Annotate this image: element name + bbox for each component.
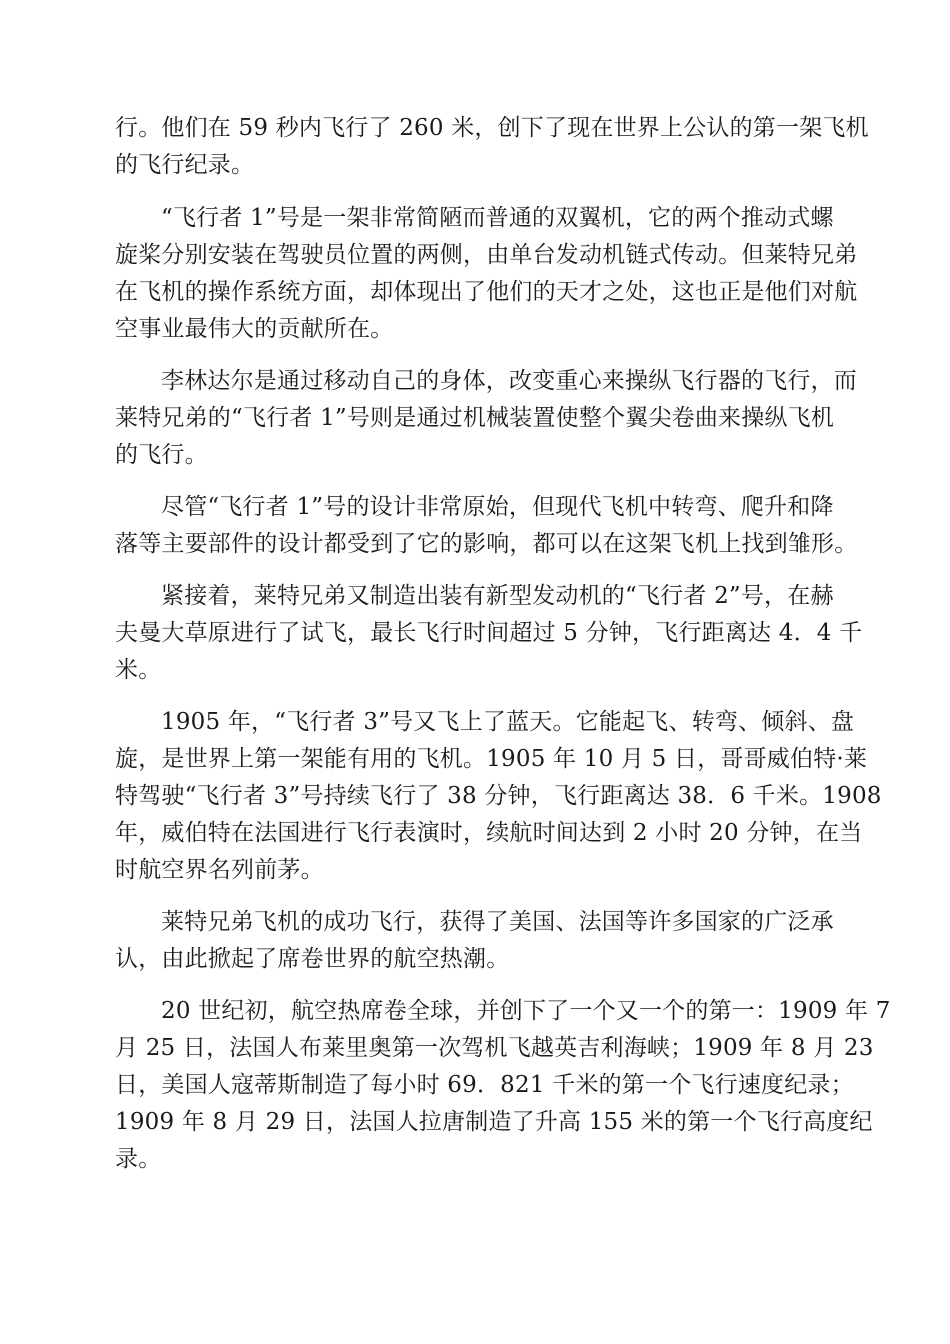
text-line: 空事业最伟大的贡献所在。 [115, 316, 394, 342]
text-line: 莱特兄弟飞机的成功飞行，获得了美国、法国等许多国家的广泛承 [161, 909, 834, 935]
text-line: 特驾驶“飞行者 3”号持续飞行了 38 分钟，飞行距离达 38．6 千米。1908 [115, 783, 882, 809]
text-line: 认，由此掀起了席卷世界的航空热潮。 [115, 946, 510, 972]
paragraph-6 [115, 704, 882, 889]
paragraph-8 [115, 993, 891, 1178]
text-line: 尽管“飞行者 1”号的设计非常原始，但现代飞机中转弯、爬升和降 [161, 494, 834, 520]
text-line: 米。 [115, 657, 162, 683]
text-line: “飞行者 1”号是一架非常简陋而普通的双翼机，它的两个推动式螺 [161, 205, 834, 231]
text-line: 20 世纪初，航空热席卷全球，并创下了一个又一个的第一：1909 年 7 [161, 998, 891, 1024]
text-line: 夫曼大草原进行了试飞，最长飞行时间超过 5 分钟，飞行距离达 4．4 千 [115, 620, 863, 646]
text-line: 旋，是世界上第一架能有用的飞机。1905 年 10 月 5 日，哥哥威伯特·莱 [115, 746, 868, 772]
text-line: 录。 [115, 1146, 162, 1172]
text-line: 1905 年，“飞行者 3”号又飞上了蓝天。它能起飞、转弯、倾斜、盘 [161, 709, 855, 735]
text-line: 旋桨分别安装在驾驶员位置的两侧，由单台发动机链式传动。但莱特兄弟 [115, 242, 858, 268]
text-line: 日，美国人寇蒂斯制造了每小时 69．821 千米的第一个飞行速度纪录； [115, 1072, 854, 1098]
text-line: 莱特兄弟的“飞行者 1”号则是通过机械装置使整个翼尖卷曲来操纵飞机 [115, 405, 835, 431]
text-line: 的飞行纪录。 [115, 152, 255, 178]
text-line: 时航空界名列前茅。 [115, 857, 324, 883]
text-line: 月 25 日，法国人布莱里奥第一次驾机飞越英吉利海峡；1909 年 8 月 23 [115, 1035, 874, 1061]
text-line: 紧接着，莱特兄弟又制造出装有新型发动机的“飞行者 2”号，在赫 [161, 583, 834, 609]
text-line: 的飞行。 [115, 442, 208, 468]
document-body [115, 110, 891, 1193]
text-line: 落等主要部件的设计都受到了它的影响，都可以在这架飞机上找到雏形。 [115, 531, 858, 557]
text-line: 行。他们在 59 秒内飞行了 260 米，创下了现在世界上公认的第一架飞机 [115, 115, 869, 141]
paragraph-5 [115, 578, 863, 689]
text-line: 年，威伯特在法国进行飞行表演时，续航时间达到 2 小时 20 分钟，在当 [115, 820, 863, 846]
paragraph-1 [115, 110, 869, 184]
paragraph-4 [115, 489, 858, 563]
text-line: 1909 年 8 月 29 日，法国人拉唐制造了升高 155 米的第一个飞行高度纪 [115, 1109, 873, 1135]
text-line: 李林达尔是通过移动自己的身体，改变重心来操纵飞行器的飞行，而 [161, 368, 857, 394]
paragraph-7 [115, 904, 835, 978]
text-line: 在飞机的操作系统方面，却体现出了他们的天才之处，这也正是他们对航 [115, 279, 858, 305]
paragraph-3 [115, 363, 857, 474]
paragraph-2 [115, 200, 858, 348]
